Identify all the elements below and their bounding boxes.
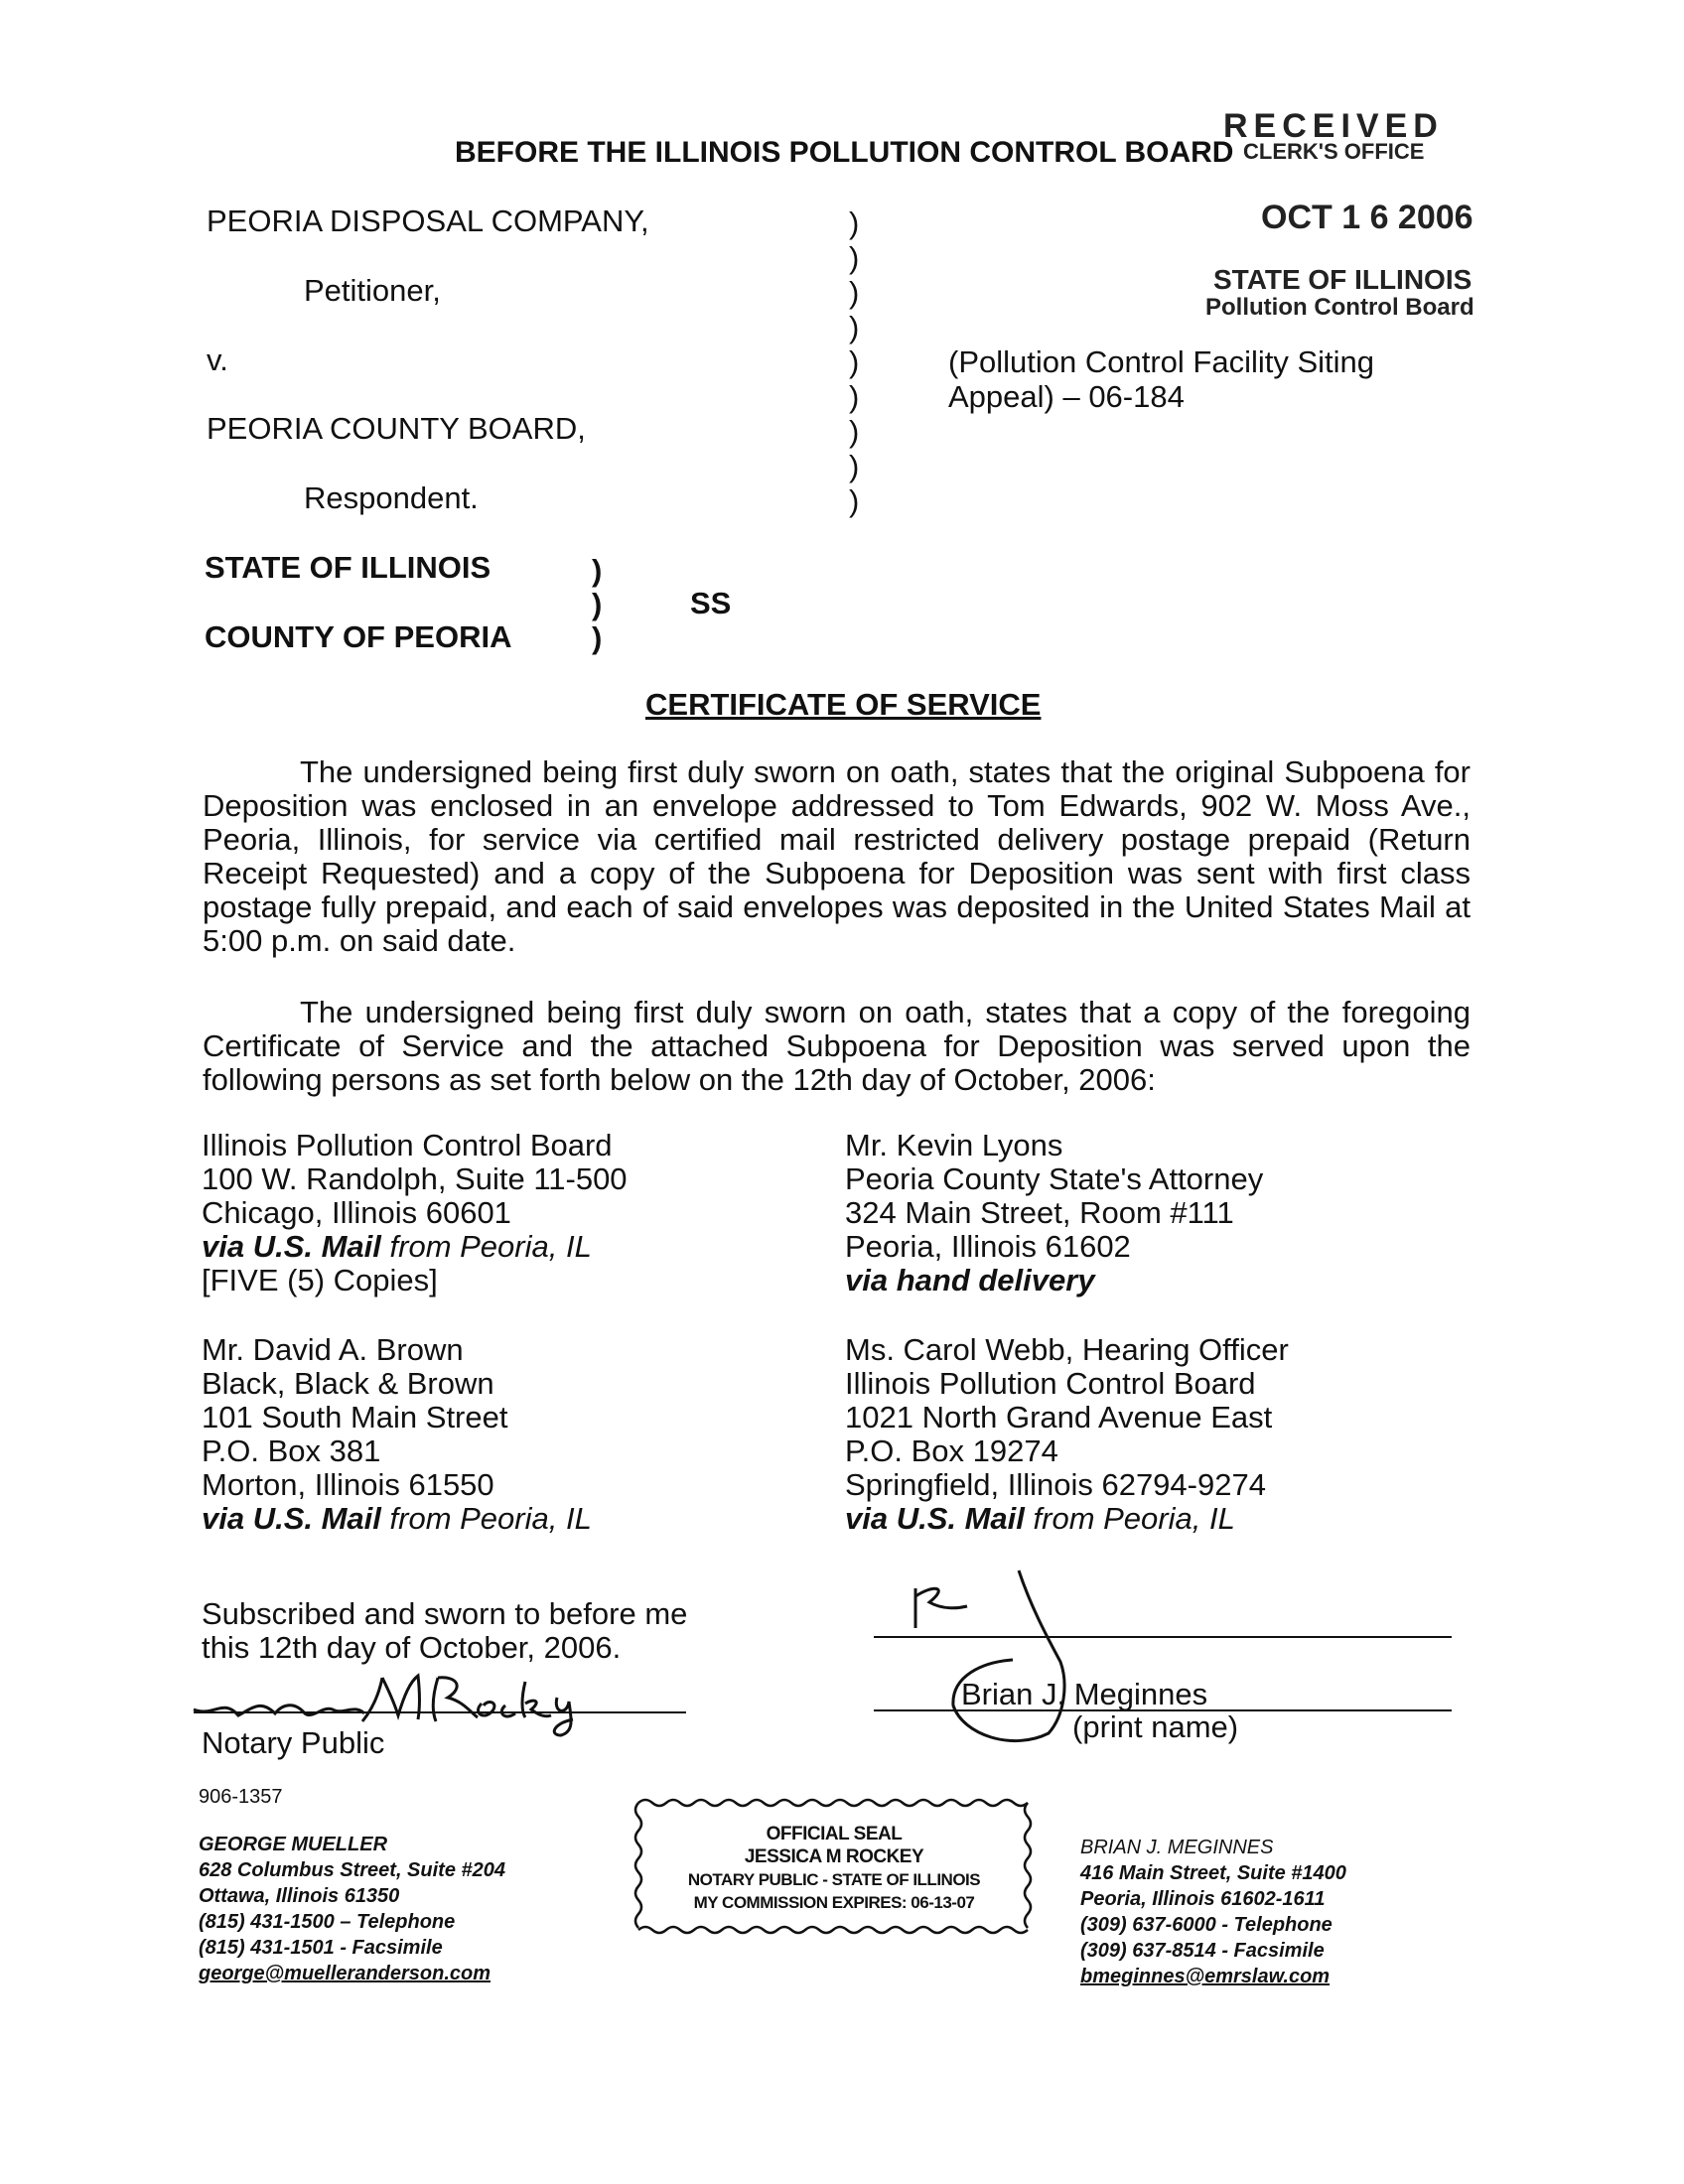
address-line: Illinois Pollution Control Board [202, 1128, 613, 1162]
delivery-method [845, 1502, 1289, 1536]
stamp-board: Pollution Control Board [1205, 294, 1474, 321]
received-stamp [1205, 107, 1511, 355]
notary-label: Notary Public [202, 1725, 385, 1760]
delivery-via: via U.S. Mail [845, 1501, 1025, 1536]
address-line: 324 Main Street, Room #111 [845, 1195, 1234, 1230]
service-recipient-brown [202, 1333, 592, 1536]
delivery-via: via U.S. Mail [202, 1229, 381, 1264]
counsel-phone: (815) 431-1500 – Telephone [199, 1911, 456, 1933]
respondent-name: PEORIA COUNTY BOARD, [207, 411, 586, 446]
counsel-name: BRIAN J. MEGINNES [1080, 1837, 1274, 1858]
seal-line-2: JESSICA M ROCKEY [744, 1846, 924, 1867]
counsel-name: GEORGE MUELLER [199, 1834, 388, 1855]
address-line: Peoria County State's Attorney [845, 1161, 1264, 1196]
case-line-1: (Pollution Control Facility Siting [948, 344, 1375, 379]
paren: ) [592, 620, 603, 655]
paren: ) [849, 379, 860, 414]
address-line: P.O. Box 19274 [845, 1433, 1058, 1468]
delivery-via: via U.S. Mail [202, 1501, 381, 1536]
petitioner-role: Petitioner, [304, 273, 441, 308]
address-line: Black, Black & Brown [202, 1366, 494, 1401]
petitioner-name: PEORIA DISPOSAL COMPANY, [207, 204, 649, 238]
paren: ) [849, 344, 860, 379]
stamp-clerk-text: CLERK'S OFFICE [1243, 139, 1425, 164]
signer-signature-line [874, 1636, 1452, 1638]
copies-note: [FIVE (5) Copies] [202, 1263, 438, 1297]
file-number: 906-1357 [199, 1786, 283, 1808]
respondent-role: Respondent. [304, 480, 479, 515]
delivery-method [202, 1230, 628, 1264]
address-line: 100 W. Randolph, Suite 11-500 [202, 1161, 628, 1196]
counsel-fax: (815) 431-1501 - Facsimile [199, 1937, 443, 1959]
delivery-from: from Peoria, IL [380, 1229, 592, 1264]
stamp-date: OCT 1 6 2006 [1261, 199, 1474, 236]
address-line: Springfield, Illinois 62794-9274 [845, 1467, 1266, 1502]
paren: ) [849, 205, 860, 240]
counsel-block-mueller [199, 1832, 505, 1986]
certificate-paragraph-1: The undersigned being first duly sworn on oath, states that the original Subpoena for Deposition was enclosed in an envelope addressed to Tom Edwards, 902 W. Moss Ave., Peoria, Illinois, for service via certified mail restricted delivery postage prepaid (Return Receipt Requested) and a copy of the Subpoena for Deposition was sent with first class postage fully prepaid, and each of said envelopes was deposited in the United States Mail at 5:00 p.m. on said date. [203, 754, 1471, 958]
counsel-phone: (309) 637-6000 - Telephone [1080, 1914, 1333, 1936]
signer-name: Brian J. Meginnes [961, 1677, 1208, 1711]
counsel-block-meginnes [1080, 1835, 1346, 1989]
seal-text [631, 1823, 1038, 1914]
counsel-fax: (309) 637-8514 - Facsimile [1080, 1940, 1325, 1962]
counsel-address-2: Peoria, Illinois 61602-1611 [1080, 1888, 1326, 1910]
notary-signature-line [194, 1711, 686, 1713]
delivery-method [202, 1502, 592, 1536]
venue-state: STATE OF ILLINOIS [205, 550, 491, 585]
venue-ss: SS [690, 586, 732, 620]
service-recipient-ipcb [202, 1129, 628, 1297]
address-line: Chicago, Illinois 60601 [202, 1195, 511, 1230]
paren: ) [849, 240, 860, 275]
case-line-2: Appeal) – 06-184 [948, 379, 1185, 414]
service-recipient-lyons [845, 1129, 1263, 1297]
official-notary-seal [631, 1793, 1038, 1940]
counsel-address-2: Ottawa, Illinois 61350 [199, 1885, 400, 1907]
certificate-heading: CERTIFICATE OF SERVICE [645, 687, 1042, 722]
versus: v. [207, 342, 228, 377]
paren: ) [592, 553, 603, 588]
stamp-state: STATE OF ILLINOIS [1213, 264, 1473, 295]
address-line: Peoria, Illinois 61602 [845, 1229, 1131, 1264]
address-line: Illinois Pollution Control Board [845, 1366, 1256, 1401]
counsel-email[interactable]: george@muelleranderson.com [199, 1963, 491, 1984]
paren: ) [849, 483, 860, 518]
delivery-from: from Peoria, IL [380, 1501, 592, 1536]
subscribed-line-1: Subscribed and sworn to before me [202, 1596, 688, 1631]
address-line: 1021 North Grand Avenue East [845, 1400, 1273, 1434]
seal-line-3: NOTARY PUBLIC - STATE OF ILLINOIS [687, 1870, 981, 1889]
service-recipient-webb [845, 1333, 1289, 1536]
counsel-address-1: 416 Main Street, Suite #1400 [1080, 1862, 1346, 1884]
counsel-email[interactable]: bmeginnes@emrslaw.com [1080, 1966, 1331, 1987]
delivery-method: via hand delivery [845, 1263, 1095, 1297]
paren: ) [849, 275, 860, 310]
certificate-paragraph-2: The undersigned being first duly sworn on oath, states that a copy of the foregoing Certificate of Service and the attached Subpoena for Deposition was served upon the following persons as set forth below on the 12th day of October, 2006: [203, 995, 1471, 1097]
paren: ) [849, 310, 860, 344]
paren: ) [592, 587, 603, 621]
address-line: Ms. Carol Webb, Hearing Officer [845, 1332, 1289, 1367]
delivery-from: from Peoria, IL [1024, 1501, 1235, 1536]
seal-line-4: MY COMMISSION EXPIRES: 06-13-07 [693, 1893, 975, 1912]
address-line: Mr. Kevin Lyons [845, 1128, 1063, 1162]
address-line: Morton, Illinois 61550 [202, 1467, 494, 1502]
venue-county: COUNTY OF PEORIA [205, 619, 512, 654]
seal-line-1: OFFICIAL SEAL [766, 1824, 903, 1844]
subscribed-line-2: this 12th day of October, 2006. [202, 1630, 622, 1665]
print-name-label: (print name) [1072, 1709, 1239, 1744]
counsel-address-1: 628 Columbus Street, Suite #204 [199, 1859, 506, 1881]
address-line: 101 South Main Street [202, 1400, 508, 1434]
paren: ) [849, 414, 860, 449]
paren: ) [849, 449, 860, 483]
stamp-received-text: RECEIVED [1223, 107, 1444, 145]
address-line: Mr. David A. Brown [202, 1332, 464, 1367]
court-title: BEFORE THE ILLINOIS POLLUTION CONTROL BOARD [455, 136, 1234, 169]
address-line: P.O. Box 381 [202, 1433, 381, 1468]
